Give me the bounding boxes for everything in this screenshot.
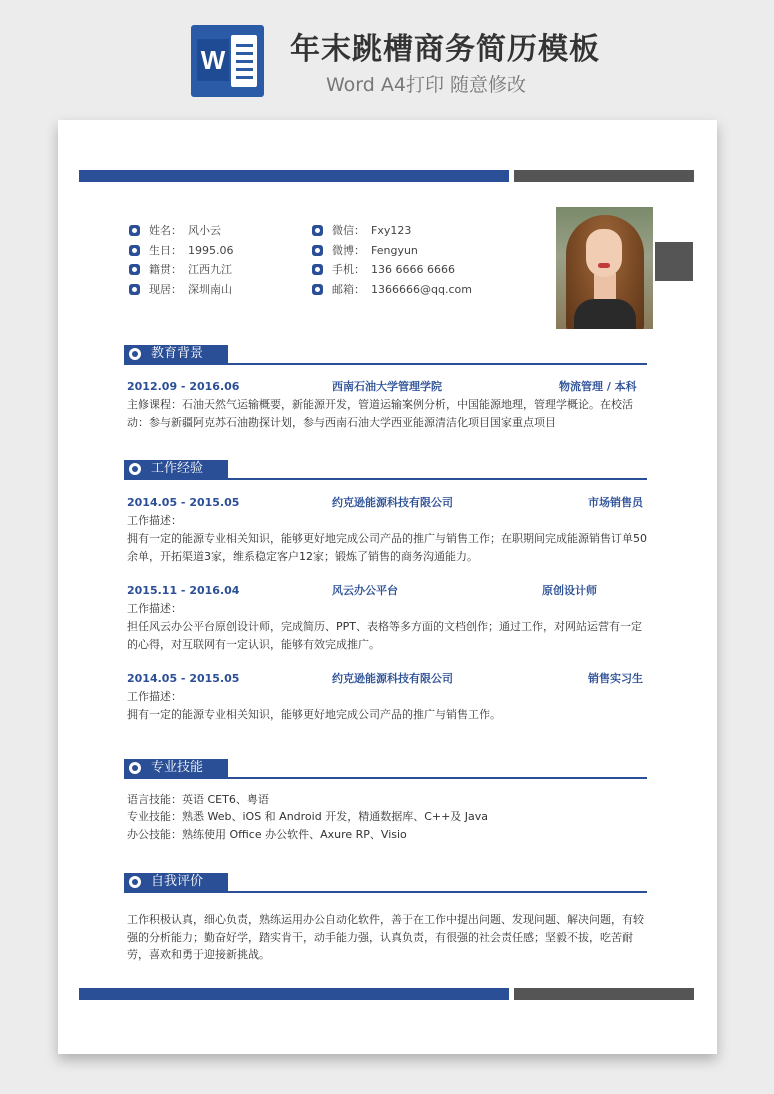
- bottom-bar-gray: [514, 988, 694, 1000]
- phone-icon: [312, 264, 323, 275]
- work-company: 约克逊能源科技有限公司: [332, 496, 453, 509]
- birthday-icon: [129, 245, 140, 256]
- top-bar-gray: [514, 170, 694, 182]
- section-title: 工作经验: [151, 461, 204, 476]
- gears-icon: [129, 762, 141, 774]
- info-phone: 手机： 136 6666 6666: [312, 262, 455, 278]
- work-company: 约克逊能源科技有限公司: [332, 672, 453, 685]
- edu-school: 西南石油大学管理学院: [332, 380, 442, 393]
- work-date: 2014.05 - 2015.05: [127, 672, 240, 685]
- word-logo-icon: [191, 25, 264, 97]
- skill-language: 语言技能：英语 CET6、粤语: [127, 793, 269, 806]
- work-text: 拥有一定的能源专业相关知识，能够更好地完成公司产品的推广与销售工作。: [127, 708, 501, 721]
- self-text: 工作积极认真，细心负责，熟练运用办公自动化软件，善于在工作中提出问题、发现问题、解决问题，有较强的分析能力；勤奋好学，踏实肯干，动手能力强，认真负责，有很强的社会责任感；坚毅不拔，吃苦耐劳，喜欢和勇于迎接新挑战。: [127, 913, 644, 961]
- home-icon: [129, 284, 140, 295]
- info-weibo: 微博： Fengyun: [312, 243, 418, 259]
- info-email: 邮箱： 1366666@qq.com: [312, 282, 472, 298]
- wechat-icon: [312, 225, 323, 236]
- work-text: 拥有一定的能源专业相关知识，能够更好地完成公司产品的推广与销售工作；在职期间完成能源销售订单50余单，开拓渠道3家，维系稳定客户12家；锻炼了销售的商务沟通能力。: [127, 532, 647, 563]
- side-accent-block: [655, 242, 693, 281]
- work-role: 原创设计师: [542, 584, 597, 597]
- info-hometown: 籍贯： 江西九江: [129, 262, 232, 278]
- info-name: 姓名： 风小云: [129, 223, 221, 239]
- work-text: 担任风云办公平台原创设计师，完成简历、PPT、表格等多方面的文档创作；通过工作，对网站运营有一定的心得，对互联网有一定认识，能够有效完成推广。: [127, 620, 642, 651]
- mail-icon: [312, 284, 323, 295]
- work-date: 2015.11 - 2016.04: [127, 584, 240, 597]
- skill-office: 办公技能：熟练使用 Office 办公软件、Axure RP、Visio: [127, 828, 407, 841]
- briefcase-icon: [129, 463, 141, 475]
- weibo-icon: [312, 245, 323, 256]
- user-icon: [129, 225, 140, 236]
- person-icon: [129, 876, 141, 888]
- work-role: 销售实习生: [588, 672, 643, 685]
- work-company: 风云办公平台: [332, 584, 398, 597]
- section-title: 教育背景: [151, 346, 204, 361]
- section-title: 自我评价: [151, 874, 204, 889]
- page-header: [0, 0, 774, 118]
- skill-professional: 专业技能：熟悉 Web、iOS 和 Android 开发，精通数据库、C++及 Java: [127, 810, 489, 823]
- work-role: 市场销售员: [588, 496, 643, 509]
- work-label: 工作描述：: [127, 690, 182, 703]
- edu-date: 2012.09 - 2016.06: [127, 380, 240, 393]
- profile-photo: [556, 207, 653, 329]
- bottom-bar-blue: [79, 988, 509, 1000]
- info-wechat: 微信： Fxy123: [312, 223, 411, 239]
- location-icon: [129, 264, 140, 275]
- section-title: 专业技能: [151, 760, 204, 775]
- work-date: 2014.05 - 2015.05: [127, 496, 240, 509]
- edu-major: 物流管理 / 本科: [559, 380, 637, 393]
- graduation-icon: [129, 348, 141, 360]
- edu-text: 主修课程：石油天然气运输概要，新能源开发，管道运输案例分析，中国能源地理，管理学概论。在校活动：参与新疆阿克苏石油勘探计划，参与西南石油大学西亚能源清洁化项目国家重点项目: [127, 398, 633, 429]
- top-bar-blue: [79, 170, 509, 182]
- logo-letter: W: [197, 39, 229, 81]
- resume-page: [58, 120, 717, 1054]
- info-residence: 现居： 深圳南山: [129, 282, 232, 298]
- page-subtitle: Word A4打印 随意修改: [326, 74, 527, 96]
- work-label: 工作描述：: [127, 602, 182, 615]
- page-title: 年末跳槽商务简历模板: [290, 32, 600, 67]
- work-label: 工作描述：: [127, 514, 182, 527]
- info-birthday: 生日： 1995.06: [129, 243, 234, 259]
- document-lines: [231, 35, 257, 87]
